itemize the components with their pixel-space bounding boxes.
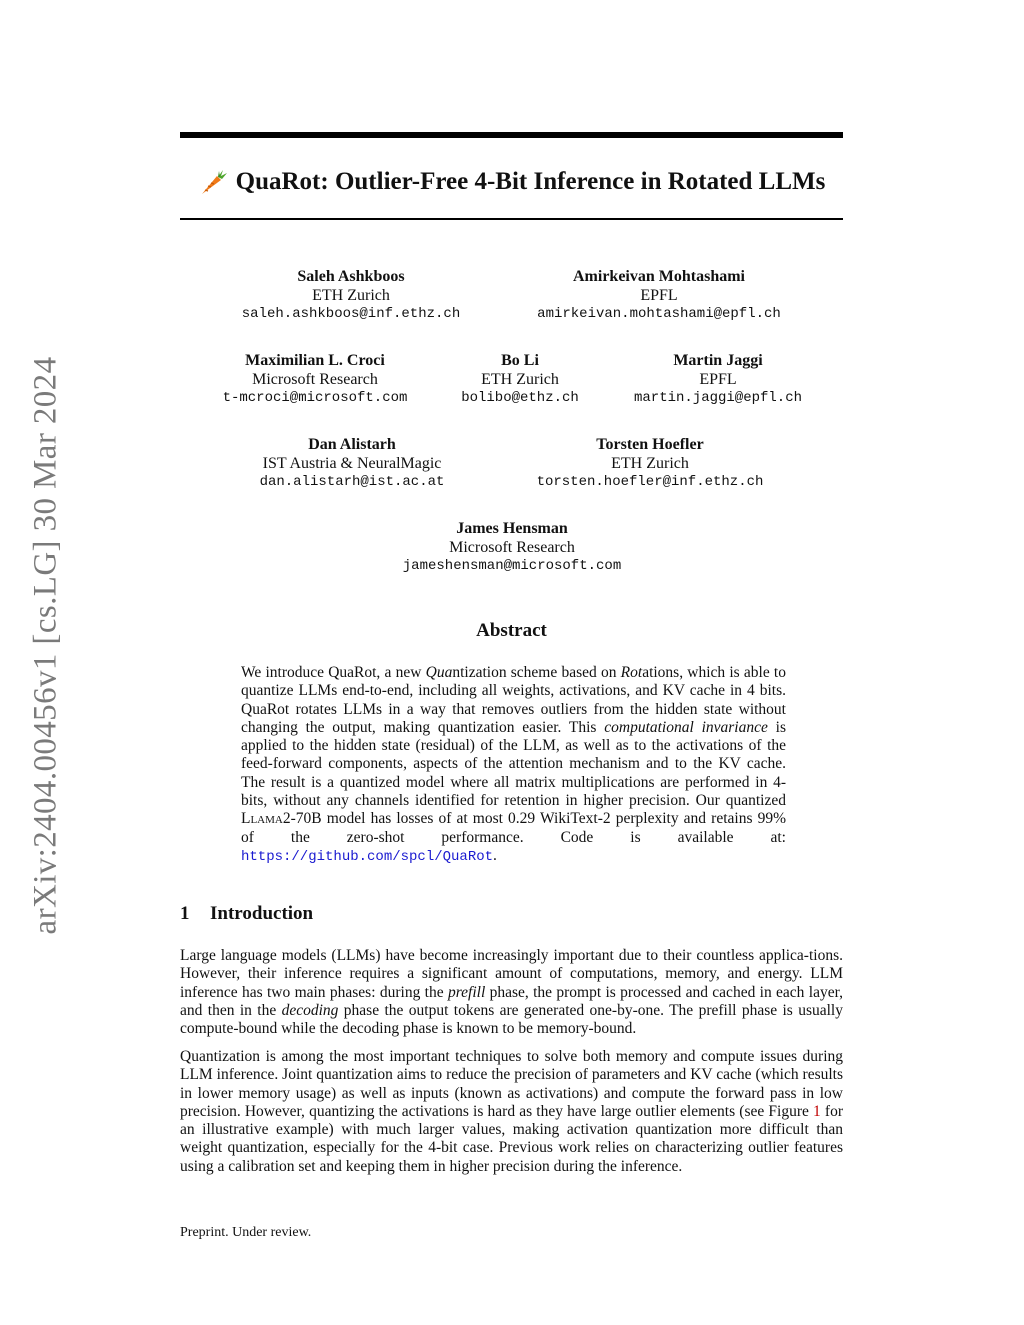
abstract-emphasis: Qua <box>425 664 453 681</box>
paragraph-text: phase the output tokens are generated one-by-one. The prefill phase is usually compute-bound while the decoding phase is known to be memory-bound. <box>180 1001 843 1038</box>
author-affiliation: EPFL <box>699 370 737 388</box>
abstract-heading: Abstract <box>476 620 547 641</box>
title-top-rule <box>180 132 843 138</box>
author-email[interactable]: dan.alistarh@ist.ac.at <box>259 474 445 490</box>
abstract-body <box>241 664 786 866</box>
author-email[interactable]: martin.jaggi@epfl.ch <box>633 390 803 406</box>
author-block <box>200 352 430 408</box>
author-name: Torsten Hoefler <box>596 436 704 453</box>
intro-paragraph-1 <box>180 947 843 1038</box>
author-block <box>232 436 472 492</box>
author-block <box>515 436 785 492</box>
abstract-text: We introduce QuaRot, a new <box>241 664 426 681</box>
author-block <box>382 520 642 576</box>
author-block <box>613 352 823 408</box>
author-affiliation: Microsoft Research <box>252 370 378 388</box>
author-name: Saleh Ashkboos <box>297 268 405 285</box>
author-affiliation: EPFL <box>640 286 678 304</box>
author-name: James Hensman <box>456 520 568 537</box>
section-number: 1 <box>180 903 190 924</box>
arxiv-identifier <box>26 350 66 940</box>
paragraph-emphasis: decoding <box>281 1001 339 1019</box>
author-block <box>221 268 481 324</box>
author-email[interactable]: jameshensman@microsoft.com <box>402 558 622 574</box>
title-text: QuaRot: Outlier-Free 4-Bit Inference in Rotated LLMs <box>235 168 826 195</box>
abstract-text: ations, which is able to quantize LLMs end-to-end, including all weights, activations, and KV cache in 4 bits. QuaRot rotates LLMs in a way that removes outliers from the hidden state without changing the output, making quantization easier. This <box>241 664 786 736</box>
code-link[interactable]: https://github.com/spcl/QuaRot <box>241 848 494 865</box>
paragraph-text: Quantization is among the most important techniques to solve both memory and compute issues during LLM inference. Joint quantization aims to reduce the precision of parameters and KV cache (which results in lower memory usage) as well as inputs (known as activations) and compute the forward pass in low precision. However, quantizing the activations is hard as they have large outlier elements (see Figure <box>180 1048 843 1120</box>
author-name: Amirkeivan Mohtashami <box>573 268 745 285</box>
paragraph-text: Large language models (LLMs) have become increasingly important due to their countless applica-tions. However, their inference requires a significant amount of computations, memory, and energy. LLM inference has two main phases: during the <box>180 947 843 1001</box>
author-affiliation: ETH Zurich <box>312 286 390 304</box>
intro-paragraph-2 <box>180 1048 843 1176</box>
section-title: Introduction <box>210 903 314 924</box>
paragraph-emphasis: prefill <box>447 983 486 1001</box>
author-name: Bo Li <box>501 352 539 369</box>
author-block <box>445 352 595 408</box>
carrot-icon <box>198 167 228 197</box>
author-affiliation: ETH Zurich <box>611 454 689 472</box>
paragraph-text: phase, the prompt is processed and cached in each layer, and then in the <box>180 983 844 1019</box>
author-affiliation: Microsoft Research <box>449 538 575 556</box>
author-email[interactable]: saleh.ashkboos@inf.ethz.ch <box>241 306 461 322</box>
author-email[interactable]: bolibo@ethz.ch <box>461 390 579 406</box>
author-block <box>509 268 809 324</box>
paper-title <box>180 160 843 204</box>
figure-reference-link[interactable]: 1 <box>813 1102 821 1120</box>
model-name: Llama2-70B <box>241 810 322 828</box>
author-name: Maximilian L. Croci <box>245 352 385 369</box>
abstract-text: ntization scheme based on <box>452 664 621 681</box>
author-email[interactable]: amirkeivan.mohtashami@epfl.ch <box>537 306 781 322</box>
author-affiliation: ETH Zurich <box>481 370 559 388</box>
author-name: Martin Jaggi <box>673 352 763 369</box>
arxiv-identifier-text: arXiv:2404.00456v1 [cs.LG] 30 Mar 2024 <box>27 356 64 934</box>
footer-note: Preprint. Under review. <box>180 1225 312 1240</box>
section-heading <box>180 903 313 925</box>
abstract-text: is applied to the hidden state (residual) of the LLM, as well as to the activations of the feed-forward components, aspects of the attention mechanism and to the KV cache. The result is a quantized model where all matrix multiplications are performed in 4-bits, without any channels identified for retention in higher precision. Our quantized <box>241 718 786 810</box>
abstract-emphasis: Rot <box>620 664 643 681</box>
author-affiliation: IST Austria & NeuralMagic <box>262 454 442 472</box>
author-email[interactable]: torsten.hoefler@inf.ethz.ch <box>536 474 764 490</box>
abstract-text: . <box>493 846 497 864</box>
author-email[interactable]: t-mcroci@microsoft.com <box>222 390 408 406</box>
abstract-text: model has losses of at most 0.29 WikiText-2 perplexity and retains 99% of the zero-shot performance. Code is available at: <box>241 810 786 846</box>
author-name: Dan Alistarh <box>308 436 396 453</box>
abstract-emphasis: computational invariance <box>604 718 768 736</box>
paragraph-text: for an illustrative example) with much larger values, making activation quantization more difficult than weight quantization, especially for the 4-bit case. Previous work relies on characterizing outlier features using a calibration set and keeping them in higher precision during the inference. <box>180 1102 843 1175</box>
title-bottom-rule <box>180 218 843 220</box>
